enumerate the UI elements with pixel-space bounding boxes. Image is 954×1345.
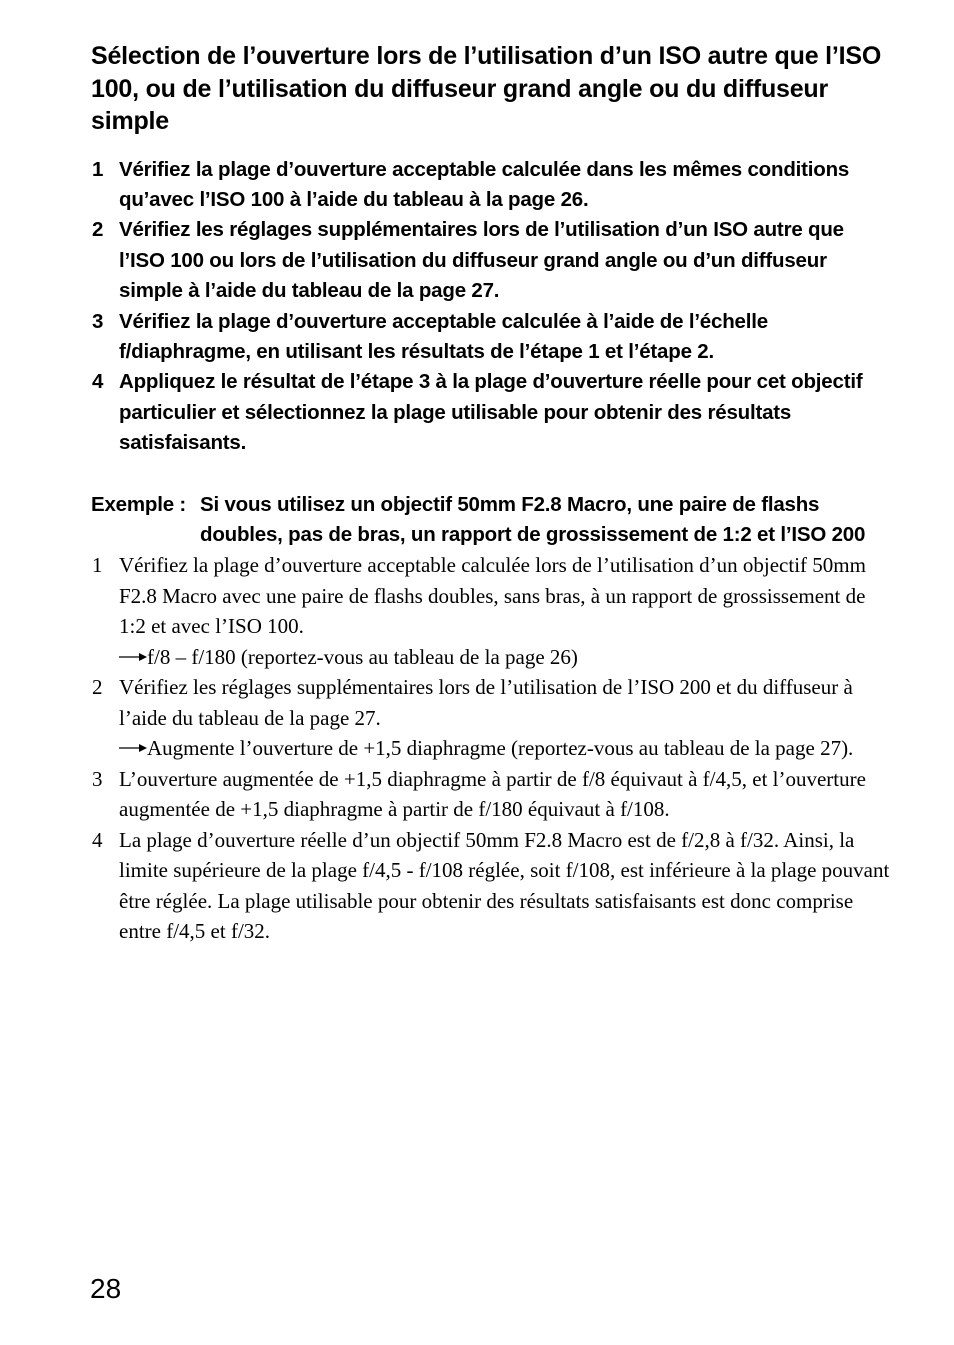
example-step-body — [119, 672, 891, 764]
result-text: f/8 – f/180 (reportez-vous au tableau de la page 26) — [147, 644, 578, 669]
step-number: 1 — [92, 157, 104, 181]
step-number: 4 — [92, 370, 104, 394]
procedure-steps — [91, 155, 891, 459]
example-step-body — [119, 550, 891, 672]
right-arrow-icon — [119, 733, 147, 764]
example-step — [91, 825, 891, 947]
example-label: Exemple : — [91, 492, 187, 516]
step-text: Vérifiez la plage d’ouverture acceptable calculée dans les mêmes conditions qu’avec l’ISO 100 à l’aide du tableau à la page 26. — [119, 157, 850, 211]
page-content — [91, 40, 891, 947]
example-text: Si vous utilisez un objectif 50mm F2.8 Macro, une paire de flashs doubles, pas de bras, un rapport de grossissement de 1:2 et l’ISO 200 — [200, 492, 866, 546]
example-steps — [91, 550, 891, 947]
example-step-body — [119, 764, 891, 825]
procedure-step — [91, 307, 891, 368]
example-block — [91, 490, 891, 551]
example-step — [91, 550, 891, 672]
step-text: Vérifiez la plage d’ouverture acceptable calculée à l’aide de l’échelle f/diaphragme, en utilisant les résultats de l’étape 1 et l’étape 2. — [119, 309, 768, 363]
section-title: Sélection de l’ouverture lors de l’utilisation d’un ISO autre que l’ISO 100, ou de l’utilisation du diffuseur grand angle ou du diffuseur simple — [91, 42, 882, 135]
example-step — [91, 672, 891, 764]
example-step — [91, 764, 891, 825]
step-text: Appliquez le résultat de l’étape 3 à la plage d’ouverture réelle pour cet objectif particulier et sélectionnez la plage utilisable pour obtenir des résultats satisfaisants. — [119, 370, 863, 455]
example-step-text: Vérifiez la plage d’ouverture acceptable calculée lors de l’utilisation d’un objectif 50mm F2.8 Macro avec une paire de flashs doubles, sans bras, à un rapport de grossissement de 1:2 et avec l’ISO 100. — [119, 553, 866, 639]
step-number: 2 — [92, 218, 104, 242]
procedure-step — [91, 367, 891, 458]
step-text: Vérifiez les réglages supplémentaires lors de l’utilisation d’un ISO autre que l’ISO 100 ou lors de l’utilisation du diffuseur grand angle ou d’un diffuseur simple à l’aide du tableau de la page 27. — [119, 218, 844, 303]
example-step-number: 3 — [92, 766, 103, 791]
example-step-number: 2 — [92, 675, 103, 700]
result-text: Augmente l’ouverture de +1,5 diaphragme (reportez-vous au tableau de la page 27). — [147, 736, 854, 761]
step-number: 3 — [92, 309, 104, 333]
example-step-result — [119, 733, 891, 764]
example-step-text: Vérifiez les réglages supplémentaires lors de l’utilisation de l’ISO 200 et du diffuseur à l’aide du tableau de la page 27. — [119, 675, 853, 730]
example-step-body — [119, 825, 891, 947]
procedure-step — [91, 215, 891, 306]
right-arrow-icon — [119, 642, 147, 673]
page-number: 28 — [90, 1273, 122, 1304]
example-step-text: La plage d’ouverture réelle d’un objectif 50mm F2.8 Macro est de f/2,8 à f/32. Ainsi, la limite supérieure de la plage f/4,5 - f/108 réglée, soit f/108, est inférieure à la plage pouvant être réglée. La plage utilisable pour obtenir des résultats satisfaisants est donc comprise entre f/4,5 et f/32. — [119, 827, 890, 944]
example-step-text: L’ouverture augmentée de +1,5 diaphragme à partir de f/8 équivaut à f/4,5, et l’ouverture augmentée de +1,5 diaphragme à partir de f/180 équivaut à f/108. — [119, 766, 866, 822]
example-step-number: 4 — [92, 827, 103, 852]
example-step-number: 1 — [92, 553, 103, 578]
example-step-result — [119, 642, 891, 673]
procedure-step — [91, 155, 891, 216]
